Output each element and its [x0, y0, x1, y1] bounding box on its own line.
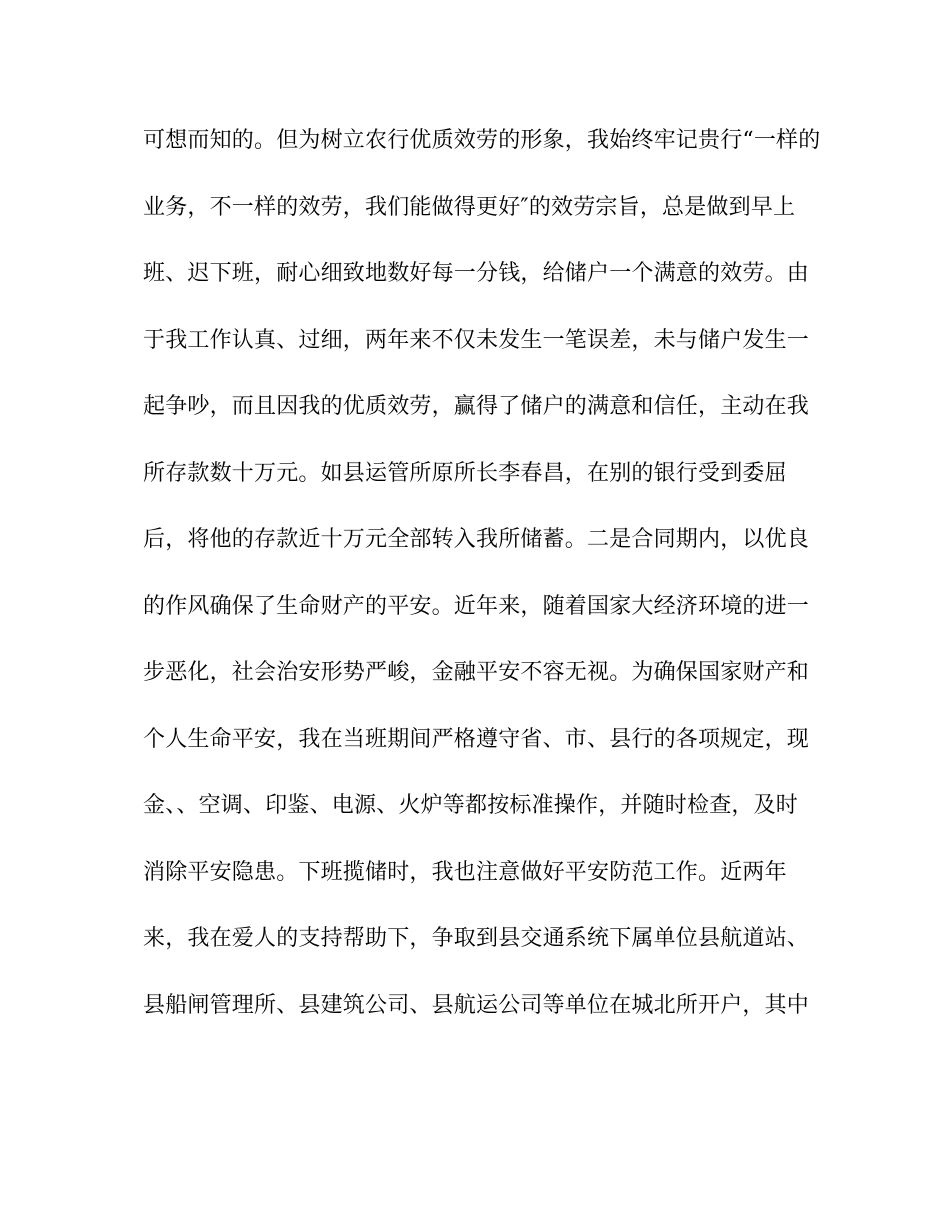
text-line: 于我工作认真、过细，两年来不仅未发生一笔误差，未与储户发生一 — [143, 327, 810, 353]
text-line: 业务，不一样的效劳，我们能做得更好″的效劳宗旨，总是做到早上 — [143, 194, 796, 220]
text-line: 个人生命平安，我在当班期间严格遵守省、市、县行的各项规定，现 — [143, 726, 810, 752]
text-line: 来，我在爱人的支持帮助下，争取到县交通系统下属单位县航道站、 — [143, 926, 810, 951]
text-line: 县船闸管理所、县建筑公司、县航运公司等单位在城北所开户，其中 — [143, 992, 810, 1018]
text-line: 消除平安隐患。下班揽储时，我也注意做好平安防范工作。近两年 — [143, 859, 787, 885]
text-line: 起争吵，而且因我的优质效劳，赢得了储户的满意和信任，主动在我 — [143, 394, 810, 419]
text-line: 金、、空调、印鉴、电源、火炉等都按标准操作，并随时检查，及时 — [143, 793, 799, 818]
text-line: 所存款数十万元。如县运管所原所长李春昌，在别的银行受到委屈 — [143, 460, 787, 486]
text-line: 班、迟下班，耐心细致地数好每一分钱，给储户一个满意的效劳。由 — [143, 261, 810, 286]
text-line: 的作风确保了生命财产的平安。近年来，随着国家大经济环境的进一 — [143, 593, 810, 619]
text-line: 后，将他的存款近十万元全部转入我所储蓄。二是合同期内，以优良 — [143, 527, 810, 552]
text-line: 可想而知的。但为树立农行优质效劳的形象，我始终牢记贵行“一样的 — [143, 128, 821, 153]
body-text — [143, 120, 823, 1051]
text-line: 步恶化，社会治安形势严峻，金融平安不容无视。为确保国家财产和 — [143, 660, 810, 685]
